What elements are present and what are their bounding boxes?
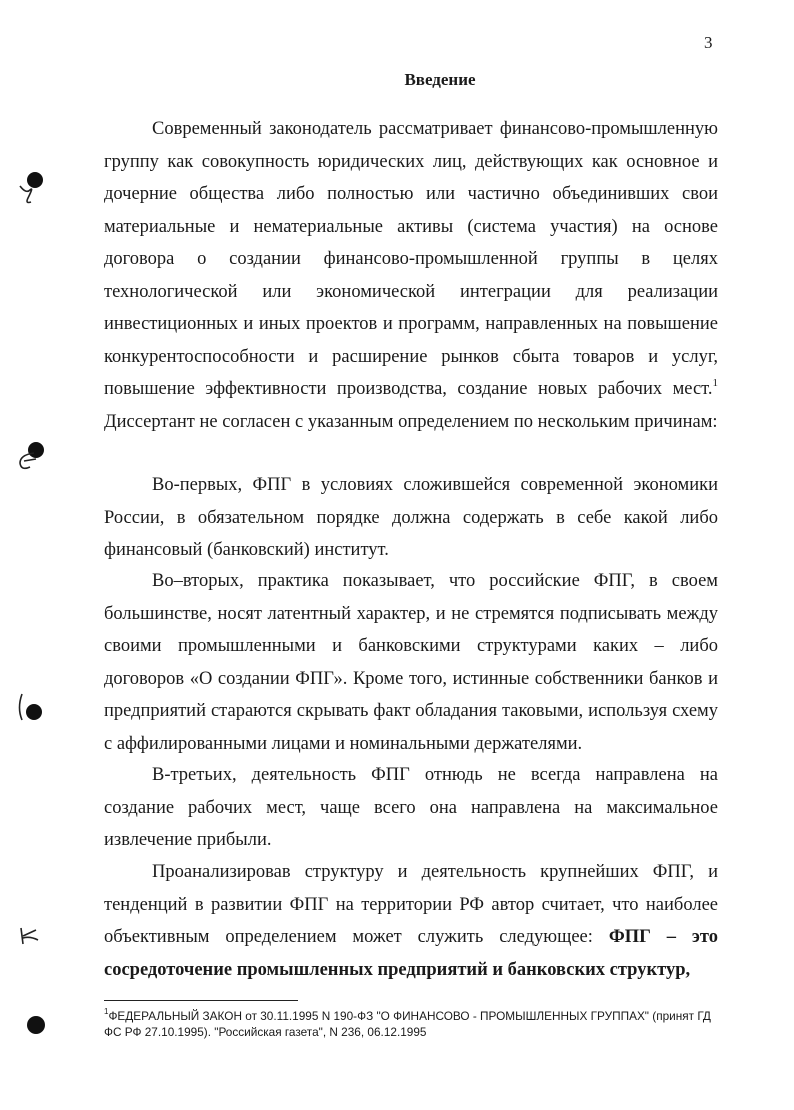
- paragraph-conclusion-text: Проанализировав структуру и деятельность крупнейших ФПГ, и тенденций в развитии ФПГ на территории РФ автор считает, что наиболее объективным определением может служить следующее:: [104, 862, 718, 947]
- handwritten-scribble-icon: [16, 180, 44, 206]
- paragraph-first-reason: [104, 469, 718, 567]
- handwritten-scribble-icon: [14, 447, 42, 475]
- paragraph-definition-tail: Диссертант не согласен с указанным определением по нескольким причинам:: [104, 411, 718, 432]
- binder-hole-mark: [27, 1016, 45, 1034]
- footnote-marker: 1: [104, 1007, 109, 1017]
- page-number: 3: [704, 33, 713, 52]
- paragraph-second-reason-text: Во–вторых, практика показывает, что российские ФПГ, в своем большинстве, носят латентный характер, и не стремятся подписывать между своими промышленными и банковскими структурами каких – либо договоров «О создании ФПГ». Кроме того, истинные собственники банков и предприятий стараются скрывать факт обладания таковыми, используя схему с аффилированными лицами и номинальными держателями.: [104, 571, 718, 754]
- footnote-divider: [104, 1000, 298, 1001]
- footnote-reference: 1: [712, 376, 718, 389]
- section-title: Введение: [404, 70, 476, 89]
- handwritten-scribble-icon: [14, 690, 34, 730]
- footnote-text: ФЕДЕРАЛЬНЫЙ ЗАКОН от 30.11.1995 N 190-ФЗ "О ФИНАНСОВО - ПРОМЫШЛЕННЫХ ГРУППАХ" (принят ГД ФС РФ 27.10.1995). "Российская газета", N 236, 06.12.1995: [104, 1009, 711, 1039]
- footnote: [104, 1008, 724, 1040]
- paragraph-definition: [104, 113, 718, 438]
- paragraph-second-reason: [104, 565, 718, 760]
- paragraph-third-reason: [104, 759, 718, 857]
- paragraph-first-reason-text: Во-первых, ФПГ в условиях сложившейся современной экономики России, в обязательном порядке должна содержать в себе какой либо финансовый (банковский) институт.: [104, 475, 718, 560]
- paragraph-definition-text: Современный законодатель рассматривает финансово-промышленную группу как совокупность юридических лиц, действующих как основное и дочерние общества либо полностью или частично объединивших свои материальные и нематериальные активы (система участия) на основе договора о создании финансово-промышленной группы в целях технологической или экономической интеграции для реализации инвестиционных и иных проектов и программ, направленных на повышение конкурентоспособности и расширение рынков сбыта товаров и услуг, повышение эффективности производства, создание новых рабочих мест.: [104, 119, 718, 399]
- fpg-definition-bold: ФПГ – это сосредоточение промышленных предприятий и банковских структур,: [104, 927, 718, 980]
- paragraph-conclusion: [104, 856, 718, 986]
- handwritten-scribble-icon: [16, 926, 42, 948]
- paragraph-third-reason-text: В-третьих, деятельность ФПГ отнюдь не всегда направлена на создание рабочих мест, чаще всего она направлена на максимальное извлечение прибыли.: [104, 765, 718, 850]
